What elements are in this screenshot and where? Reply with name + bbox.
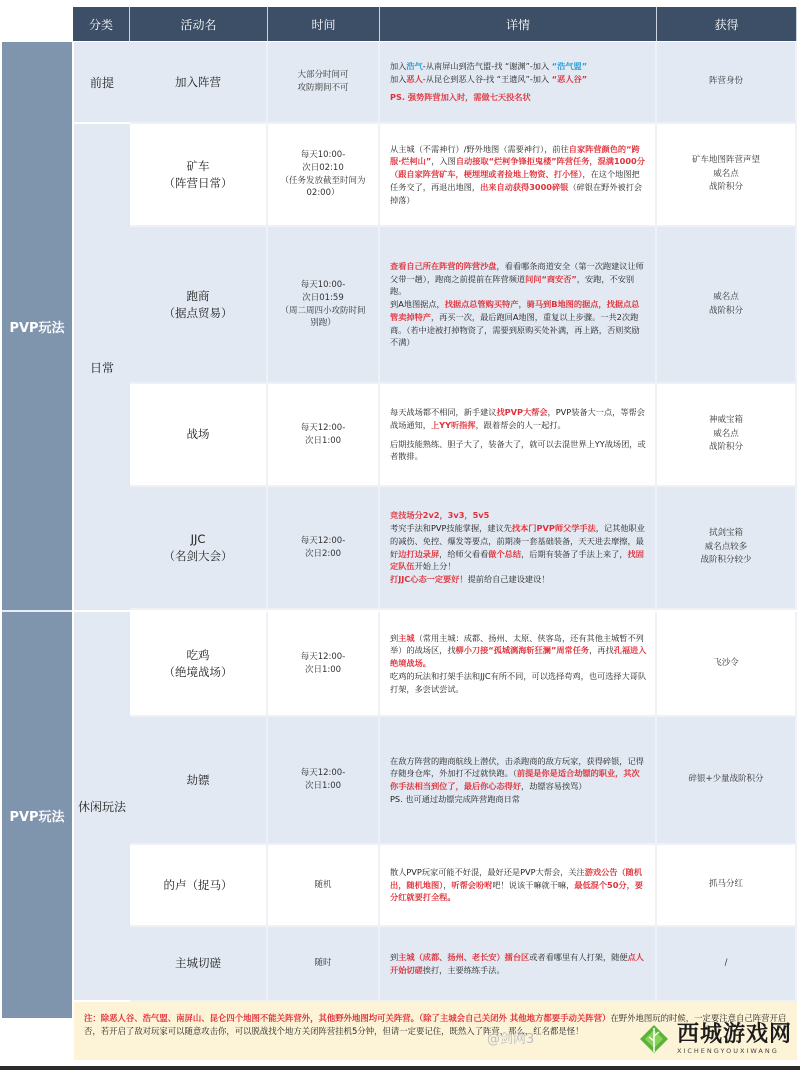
subcategory-casual: 休闲玩法 <box>74 612 130 1000</box>
table-row <box>130 42 797 124</box>
gain-line: 拭剑宝箱 <box>708 528 743 539</box>
time-line: 每天12:00- <box>300 535 346 546</box>
activity-gain <box>657 227 797 384</box>
detail-highlight: 问问“商安否” <box>525 273 577 284</box>
watermark <box>486 1021 792 1056</box>
time-line: 每天12:00- <box>300 651 346 662</box>
activity-gain <box>657 612 797 717</box>
detail-text: 提前给自己建设建设！ <box>467 573 550 584</box>
activity-name-sub: （绝境战场） <box>163 664 233 679</box>
detail-highlight: 边打边录屏 <box>398 548 440 559</box>
detail-highlight: 自动接取“烂柯争锋拒鬼楼”阵营任务，混满1000分（跟自家阵营矿车，梗埋埋或者捡地上物资、打小怪） <box>390 156 645 180</box>
activity-detail <box>380 845 657 927</box>
activity-gain <box>657 42 797 124</box>
activity-name-text: 加入阵营 <box>175 74 221 89</box>
activity-name-text: 跑商 <box>186 288 210 303</box>
activity-name <box>130 612 268 717</box>
detail-text: 或者看哪里有人打架，随便 <box>529 951 628 962</box>
activity-name <box>130 227 268 384</box>
detail-ps: PS. 强势阵营加入时，需做七天投名状 <box>390 92 531 103</box>
activity-name <box>130 42 268 124</box>
detail-text: 开始上分！ <box>414 561 456 572</box>
detail-text: 考究手法和PVP技能掌握，建议先 <box>390 523 512 534</box>
activity-name <box>130 384 268 487</box>
activity-detail <box>380 612 657 717</box>
detail-text: 在敌方阵营的跑商航线上潜伏，击杀跑商的敌方玩家，获得碎银，记得存随身仓库，外加打不过就快跑。（ <box>390 755 644 779</box>
detail-text: ，给师父看看 <box>439 548 489 559</box>
detail-text: 每天战场都不相同，新手建议 <box>390 407 497 418</box>
activity-name <box>130 845 268 927</box>
detail-text: （碎银在野外被打会掉落） <box>390 181 643 205</box>
activity-name <box>130 717 268 845</box>
table-row <box>130 227 797 384</box>
detail-text: ，看看哪条商道安全（第一次跑建议让师父带一趟），跑商之前提前在阵营频道 <box>390 261 644 284</box>
table-row <box>130 845 797 927</box>
detail-highlight: 前提是你是适合劫镖的职业，其次你手法相当到位了，最后你心态得好 <box>390 768 640 791</box>
activity-name-text: 矿车 <box>186 158 210 173</box>
time-line: 每天12:00- <box>300 768 346 779</box>
site-subtitle: XICHENGYOUXIWANG <box>676 1047 779 1056</box>
detail-text: ，跟着帮会的人一起打。 <box>475 419 566 430</box>
time-line: 次日1:00 <box>304 435 342 446</box>
activity-name-text: 战场 <box>186 427 210 442</box>
time-line: 次日2:00 <box>304 548 342 559</box>
gain-line: 战阶积分 <box>708 442 743 453</box>
detail-text: ，安跑，不安别跑。 <box>390 273 635 297</box>
header-category: 分类 <box>73 7 130 41</box>
time-line: 每天10:00- <box>300 150 346 160</box>
detail-highlight: 找据点总管购买特产 <box>444 299 519 310</box>
detail-highlight: 上YY听指挥 <box>430 419 476 430</box>
gain-line: 碎银+少量战阶积分 <box>688 774 764 785</box>
detail-text: 散人PVP玩家可能不好混，最好还是PVP大帮会，关注 <box>390 866 585 877</box>
gain-line: 阵营身份 <box>708 76 743 87</box>
detail-highlight: 游戏公告（随机出，随机地图） <box>390 866 643 890</box>
activity-time <box>268 42 380 124</box>
detail-highlight: 听帮会吩咐 <box>451 879 493 890</box>
detail-text: ，后期有装备了手法上来了， <box>521 548 628 559</box>
activity-gain <box>657 384 797 487</box>
detail-text: ，在这个地图把任务交了，再退出地图， <box>390 169 640 192</box>
gain-line: 威名点 <box>713 168 739 179</box>
activity-gain <box>657 124 797 227</box>
gain-line: 抓马分红 <box>708 879 743 890</box>
activity-name <box>130 927 268 1002</box>
activity-detail <box>380 42 657 124</box>
detail-text: 加入 <box>390 73 407 84</box>
gain-line: 飞沙令 <box>713 657 739 668</box>
activity-detail <box>380 717 657 845</box>
detail-text: 吃鸡的玩法和打架手法和JJC有所不同，可以选择苟鸡，也可选择大哥队打架，多尝试尝试。 <box>390 670 647 694</box>
detail-ps: PS. 也可通过劫镖完成阵营跑商日常 <box>390 793 520 804</box>
activity-name-sub: （阵营日常） <box>163 175 233 190</box>
activity-time <box>268 487 380 610</box>
detail-highlight: 骑马到B地图的据点，找据点总管卖掉特产 <box>390 299 640 322</box>
gain-line: 神威宝箱 <box>708 415 743 426</box>
table-row <box>130 487 797 610</box>
gain-line: 战阶积分较少 <box>700 555 752 566</box>
activity-detail <box>380 124 657 227</box>
table-row <box>130 717 797 845</box>
time-line: 随机 <box>314 879 332 890</box>
detail-text: 后期技能熟练、胆子大了，装备大了，就可以去混世界上YY战场团，或者散排。 <box>390 438 646 462</box>
time-line: 次日01:59 <box>302 292 344 303</box>
detail-highlight: 打JJC心态一定要好！ <box>390 573 468 584</box>
group-pvp-2: PVP玩法 <box>2 612 72 1018</box>
activity-gain <box>657 845 797 927</box>
detail-highlight: 自家阵营颜色的“跨服·烂柯山” <box>390 143 640 167</box>
header-detail: 详情 <box>380 7 657 41</box>
detail-highlight: “恶人谷” <box>551 73 588 84</box>
detail-text: ，PVP装备大一点，等帮会战场通知， <box>390 407 645 430</box>
activity-time <box>268 717 380 845</box>
activity-name-text: 吃鸡 <box>186 647 210 662</box>
time-line: 次日02:10 <box>302 162 344 173</box>
activity-name-sub: （名剑大会） <box>163 548 233 563</box>
gain-line: 矿车地图阵营声望 <box>691 155 760 166</box>
note-highlight: 注：除恶人谷、浩气盟、南屏山、昆仑四个地图不能关阵营外，其他野外地图均可关阵营。（除了主城会自己关闭外 其他地方都要手动关阵营） <box>84 1013 611 1023</box>
detail-highlight: 查看自己所在阵营的阵营沙盘 <box>390 261 497 272</box>
note-text: 在野外地图玩的时候，一定要注意自己阵营开启否，若开启了敌对玩家可以随意攻击你，可以脱战找个地方关闭阵营挂机5分钟，但请一定要记住，既然入了阵营，那么，红名都是怪！ <box>84 1013 787 1037</box>
detail-highlight: 做个总结 <box>488 548 522 559</box>
activity-time <box>268 612 380 717</box>
activity-name <box>130 487 268 610</box>
time-line: 随时 <box>314 958 332 969</box>
detail-text: 挨打，主要练练手法。 <box>422 964 505 975</box>
detail-highlight: 主城（成都、扬州、老长安）擂台区 <box>398 951 530 962</box>
detail-text: 吧！说该干嘛就干嘛， <box>492 879 575 890</box>
detail-highlight: 找固定队伍 <box>390 548 644 572</box>
detail-text: ，入图 <box>431 156 456 167</box>
time-line: 每天10:00- <box>300 280 346 290</box>
time-line: 别跑） <box>310 318 336 329</box>
detail-highlight: “浩气盟” <box>551 60 588 71</box>
detail-text: 到 <box>390 951 399 962</box>
time-line: （任务发放截至时间为 <box>280 175 366 186</box>
gain-line: 威名点 <box>713 291 739 302</box>
detail-highlight: 主城 <box>398 632 415 643</box>
activity-gain <box>657 487 797 610</box>
detail-highlight: 竞技场分2v2，3v3，5v5 <box>390 510 490 521</box>
detail-highlight: 找本门PVP师父学手法 <box>511 523 596 534</box>
detail-highlight: 点人开始切磋 <box>390 951 644 975</box>
time-line: 攻防期间不可 <box>297 83 349 93</box>
activity-time <box>268 227 380 384</box>
detail-highlight: 找PVP大帮会 <box>496 407 548 418</box>
activity-gain <box>657 927 797 1002</box>
time-line: 02:00） <box>306 188 340 199</box>
gain-line: 战阶积分 <box>708 182 743 193</box>
activity-name-text: 主城切磋 <box>175 956 221 971</box>
detail-highlight: 浩气 <box>406 60 423 71</box>
detail-text: 从主城（不需神行）/野外地图（需要神行），前往 <box>390 143 569 154</box>
bottom-border <box>0 1066 800 1070</box>
subcategory-prereq: 前提 <box>74 42 130 122</box>
site-title: 西城游戏网 <box>676 1021 792 1047</box>
detail-text: ，记其他职业的减伤、免控、爆发等要点，前期凑一套基础装备，天天进去摩擦，最好 <box>390 523 645 559</box>
header-gain: 获得 <box>657 7 797 41</box>
detail-text: -从昆仑到恶人谷-找 “王遗风”-加入 <box>422 73 552 84</box>
detail-text: （常用主城：成都、扬州、太原、侠客岛，还有其他主城暂不列举）的战场区，找 <box>390 632 644 656</box>
header-time: 时间 <box>268 7 380 41</box>
detail-highlight: 孔福进入绝境战场。 <box>390 645 647 669</box>
activity-detail <box>380 487 657 610</box>
detail-text: ， <box>518 299 527 310</box>
table-row <box>130 927 797 1002</box>
activity-name <box>130 124 268 227</box>
detail-text: ，再买一次，最后跑回A地图，重复以上步骤。一共2次跑商。（若中途被打掉物资了，需要到原购买处补满，再上路，否则奖励不满） <box>390 311 640 348</box>
detail-text: ，劫镖容易挨骂） <box>521 781 587 791</box>
detail-text: 到 <box>390 632 399 643</box>
time-line: 次日1:00 <box>304 781 342 791</box>
table-row <box>130 124 797 227</box>
activity-time <box>268 124 380 227</box>
activity-time <box>268 927 380 1002</box>
detail-highlight: 恶人 <box>406 73 423 84</box>
time-line: （周二周四小攻防时间 <box>280 305 366 316</box>
detail-highlight: 出来自动获得3000碎银 <box>480 181 569 192</box>
detail-text: -从南屏山到浩气盟-找 “谢渊”-加入 <box>422 60 552 71</box>
gain-line: / <box>724 957 728 968</box>
activity-name-text: 的卢（捉马） <box>163 877 233 892</box>
activity-detail <box>380 384 657 487</box>
activity-time <box>268 384 380 487</box>
weibo-watermark: @剑网3 <box>486 1032 535 1047</box>
time-line: 大部分时间可 <box>297 70 349 81</box>
gain-line: 威名点 <box>713 428 739 439</box>
detail-text: 到A地图据点， <box>390 299 445 310</box>
detail-text: 加入 <box>390 60 407 71</box>
activity-detail <box>380 927 657 1002</box>
table-row <box>130 384 797 487</box>
detail-highlight: 最低混个50分，要分红就要打全程。 <box>390 879 643 903</box>
activity-detail <box>380 227 657 384</box>
group-pvp-1: PVP玩法 <box>2 42 72 610</box>
detail-highlight: 柳小刀接“孤城漓海斩狂澜”周常任务 <box>455 645 590 656</box>
detail-text: ，再找 <box>589 645 614 656</box>
activity-name-text: JJC <box>190 531 206 546</box>
header-activity: 活动名 <box>130 7 268 41</box>
gain-line: 战阶积分 <box>708 305 743 316</box>
table-row <box>130 612 797 717</box>
activity-time <box>268 845 380 927</box>
subcategory-daily: 日常 <box>74 124 130 610</box>
activity-name-text: 劫镖 <box>186 772 210 787</box>
time-line: 次日1:00 <box>304 664 342 675</box>
activity-name-sub: （据点贸易） <box>163 305 233 320</box>
leaf-logo-icon <box>637 1022 671 1056</box>
time-line: 每天12:00- <box>300 422 346 433</box>
detail-text: ， <box>443 879 452 890</box>
gain-line: 威名点较多 <box>704 541 748 552</box>
activity-gain <box>657 717 797 845</box>
